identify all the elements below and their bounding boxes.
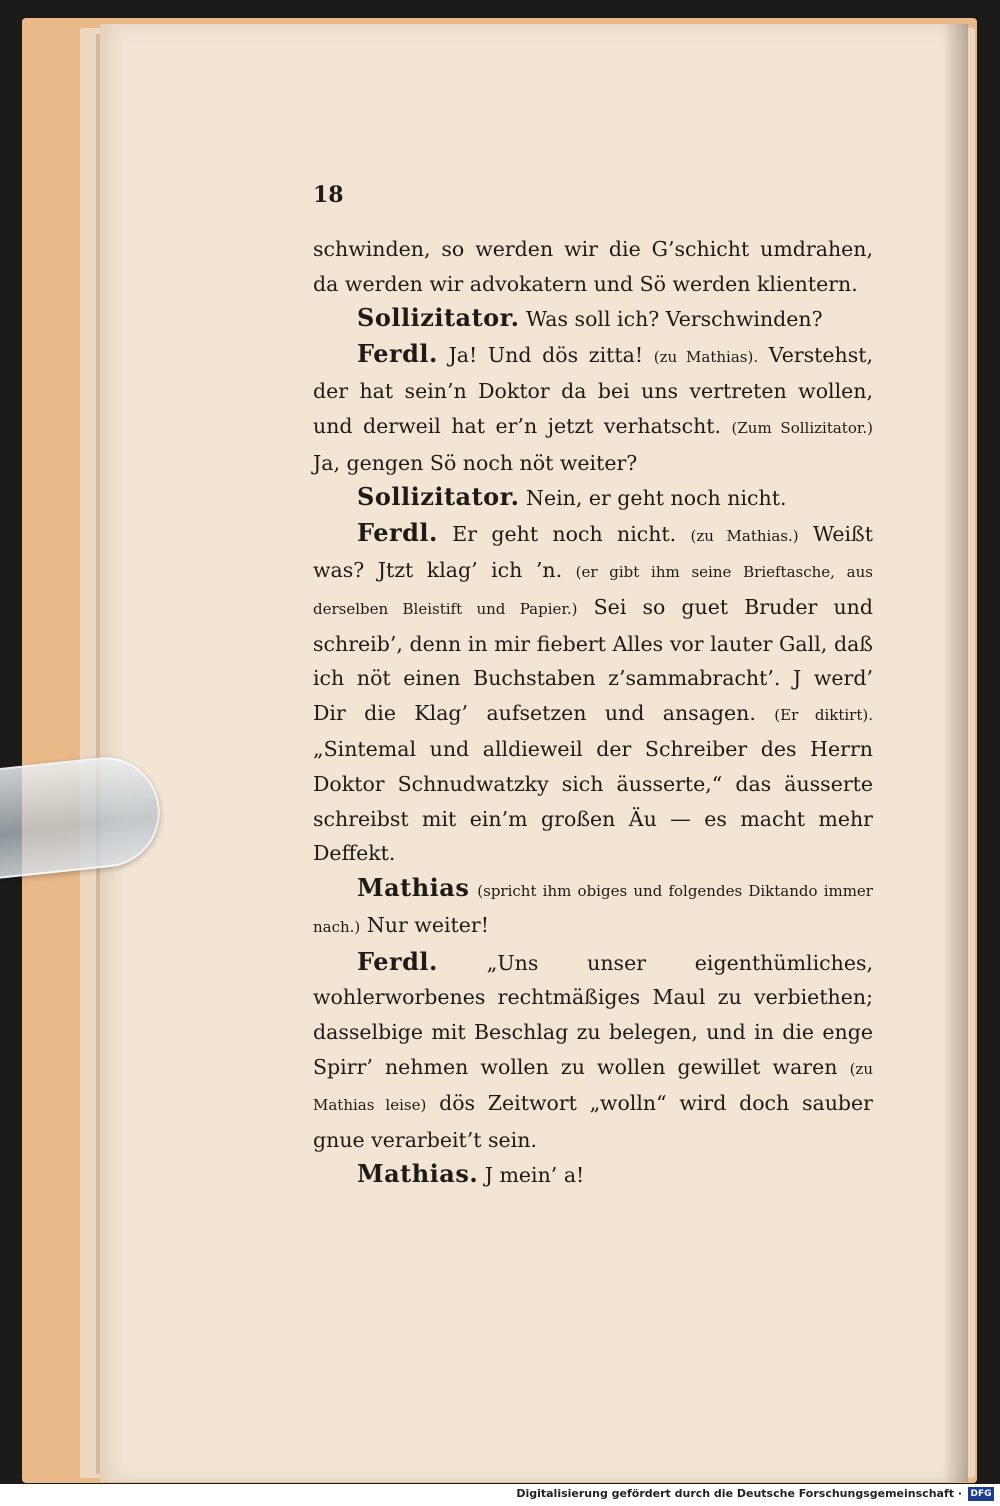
stage-direction: (zu Mathias).	[653, 347, 759, 366]
speaker-name: Sollizitator.	[357, 303, 520, 333]
speaker-name: Ferdl.	[357, 517, 438, 547]
speech-paragraph	[313, 337, 873, 480]
speech-paragraph	[313, 516, 873, 871]
page-edge-shadow	[942, 24, 968, 1482]
spoken-text: J mein’ a!	[484, 1163, 585, 1188]
speaker-name: Mathias	[357, 872, 470, 902]
spoken-text: Verstehst, der hat sein’n Doktor da bei uns vertreten wollen, und derweil hat er’n jetzt verhatscht.	[313, 342, 873, 438]
footer-credit: Digitalisierung gefördert durch die Deutsche Forschungsgemeinschaft ·	[516, 1487, 962, 1500]
spoken-text: Weißt was? Jtzt klag’ ich ’n.	[313, 521, 873, 583]
stage-direction: (Zum Sollizitator.)	[731, 418, 873, 437]
speech-paragraph	[313, 480, 873, 516]
spoken-text: Ja, gengen Sö noch nöt weiter?	[313, 450, 638, 475]
dfg-logo-icon: DFG	[968, 1487, 994, 1501]
page-number: 18	[313, 182, 344, 208]
stage-direction: (Er diktirt).	[774, 705, 873, 724]
speech-paragraph	[313, 871, 873, 945]
speaker-name: Mathias.	[357, 1159, 479, 1189]
spoken-text: Nur weiter!	[366, 913, 489, 938]
speech-paragraph	[313, 945, 873, 1158]
spoken-text: Sei so guet Bruder und schreib’, denn in mir fiebert Alles vor lauter Gall, daß ich nöt einen Buchstaben z’sammabracht’. J werd’ Dir die Klag’ aufsetzen und ansagen.	[313, 594, 873, 725]
spoken-text: Ja! Und dös zitta!	[448, 342, 644, 367]
speaker-name: Ferdl.	[357, 946, 438, 976]
spoken-text: Was soll ich? Verschwinden?	[526, 307, 823, 332]
text-line: schwinden, so werden wir die G’schicht umdrahen, da	[313, 237, 873, 296]
speaker-name: Sollizitator.	[357, 482, 520, 512]
text-line: werden wir advokatern und Sö werden klientern.	[344, 271, 858, 296]
speaker-name: Ferdl.	[357, 338, 438, 368]
spoken-text: „Sintemal und alldieweil der Schreiber des Herrn Doktor Schnudwatzky sich äusserte,“ das äusserte schreibst mit ein’m großen Äu — es macht mehr Deffekt.	[313, 737, 873, 866]
footer-bar	[0, 1484, 1000, 1506]
spoken-text: „Uns unser eigenthümliches, wohlerworbenes rechtmäßiges Maul zu verbiethen; dasselbige mit Beschlag zu belegen, und in die enge Spirr’ nehmen wollen zu wollen gewillet waren	[313, 950, 873, 1079]
stage-direction: (zu Mathias leise)	[313, 1059, 873, 1115]
stage-direction: (spricht ihm obiges und folgendes Diktando immer nach.)	[313, 881, 873, 937]
spoken-text: Er geht noch nicht.	[452, 521, 677, 546]
speech-paragraph	[313, 301, 873, 337]
stage-direction: (er gibt ihm seine Brieftasche, aus derselben Bleistift und Papier.)	[313, 563, 873, 618]
spoken-text: dös Zeitwort „wolln“ wird doch sauber gnue verarbeit’t sein.	[313, 1091, 873, 1152]
stage-direction: (zu Mathias.)	[690, 526, 799, 545]
continuation-paragraph	[313, 232, 873, 301]
speech-paragraph	[313, 1157, 873, 1193]
page-body-text	[313, 232, 873, 1193]
spoken-text: Nein, er geht noch nicht.	[526, 486, 787, 511]
